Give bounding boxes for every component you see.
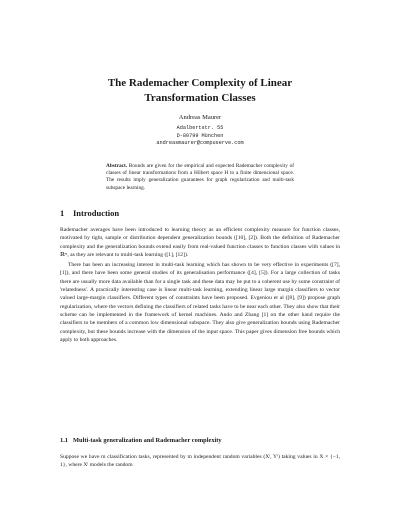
abstract-text: Bounds are given for the empirical and expected Rademacher complexity of classes of linear transformations from a Hilbert space H to a finite dimensional space. The results imply generalization guarantees for graph regularization and multi-task subspace learning. (106, 163, 294, 191)
subsection-paragraph: Suppose we have m classification tasks, represented by m independent random variables (Xˡ, Yˡ) taking values in X × {−1, 1}, where Xˡ models the random (60, 454, 340, 469)
section-number: 1 (60, 208, 65, 218)
address-street: Adalbertstr. 55 (176, 125, 224, 131)
section-heading-introduction (60, 208, 119, 218)
author-email: andreasmaurer@compuserve.com (156, 140, 244, 146)
author-name: Andreas Maurer (178, 114, 222, 121)
introduction-body (60, 226, 340, 346)
author-address (0, 125, 400, 148)
title-line-1: The Rademacher Complexity of Linear (107, 77, 293, 89)
title-line-2: Transformation Classes (144, 92, 256, 104)
section-title: Introduction (73, 208, 120, 218)
address-city: D-80799 München (176, 132, 224, 139)
intro-paragraph-2: There has been an increasing interest in multi-task learning which has shown to be very effective in experiments ([7], [1]), and there have been some general studies of its generalisation performance ([4], [5]). For a large collection of tasks there are usually more data available than for a single task and these data may be put to a coherent use by some constraint of 'relatedness'. A practically interesting case is linear multi-task learning, extending linear large margin classifiers to vector valued large-margin classifiers. Different types of constraints have been proposed. Evgeniou et al ([8], [9]) propose graph regularization, where the vectors defining the classifiers of related tasks have to be near each other. They also show that their scheme can be implemented in the framework of kernel machines. Ando and Zhang [1] on the other hand require the classifiers to be members of a common low dimensional subspace. They also give generalization bounds using Rademacher complexity, but these bounds increase with the dimension of the input space. This paper gives dimension free bounds which apply to both approaches. (60, 262, 340, 343)
subsection-title: Multi-task generalization and Rademacher complexity (73, 437, 222, 444)
paper-title (60, 76, 340, 106)
subsection-heading (60, 437, 222, 444)
abstract (106, 163, 294, 192)
subsection-number: 1.1 (60, 437, 68, 444)
abstract-label: Abstract. (106, 163, 128, 169)
subsection-body (60, 453, 340, 472)
intro-paragraph-1: Rademacher averages have been introduced to learning theory as an efficient complexity measure for function classes, motivated by tight, sample or distribution dependent generalization bounds ([10], [2]). Both the definition of Rademacher complexity and the generalization bounds extend easily from real-valued function classes to function classes with values in ℝᵐ, as they are relevant to multi-task learning ([1], [12]). (60, 227, 340, 258)
